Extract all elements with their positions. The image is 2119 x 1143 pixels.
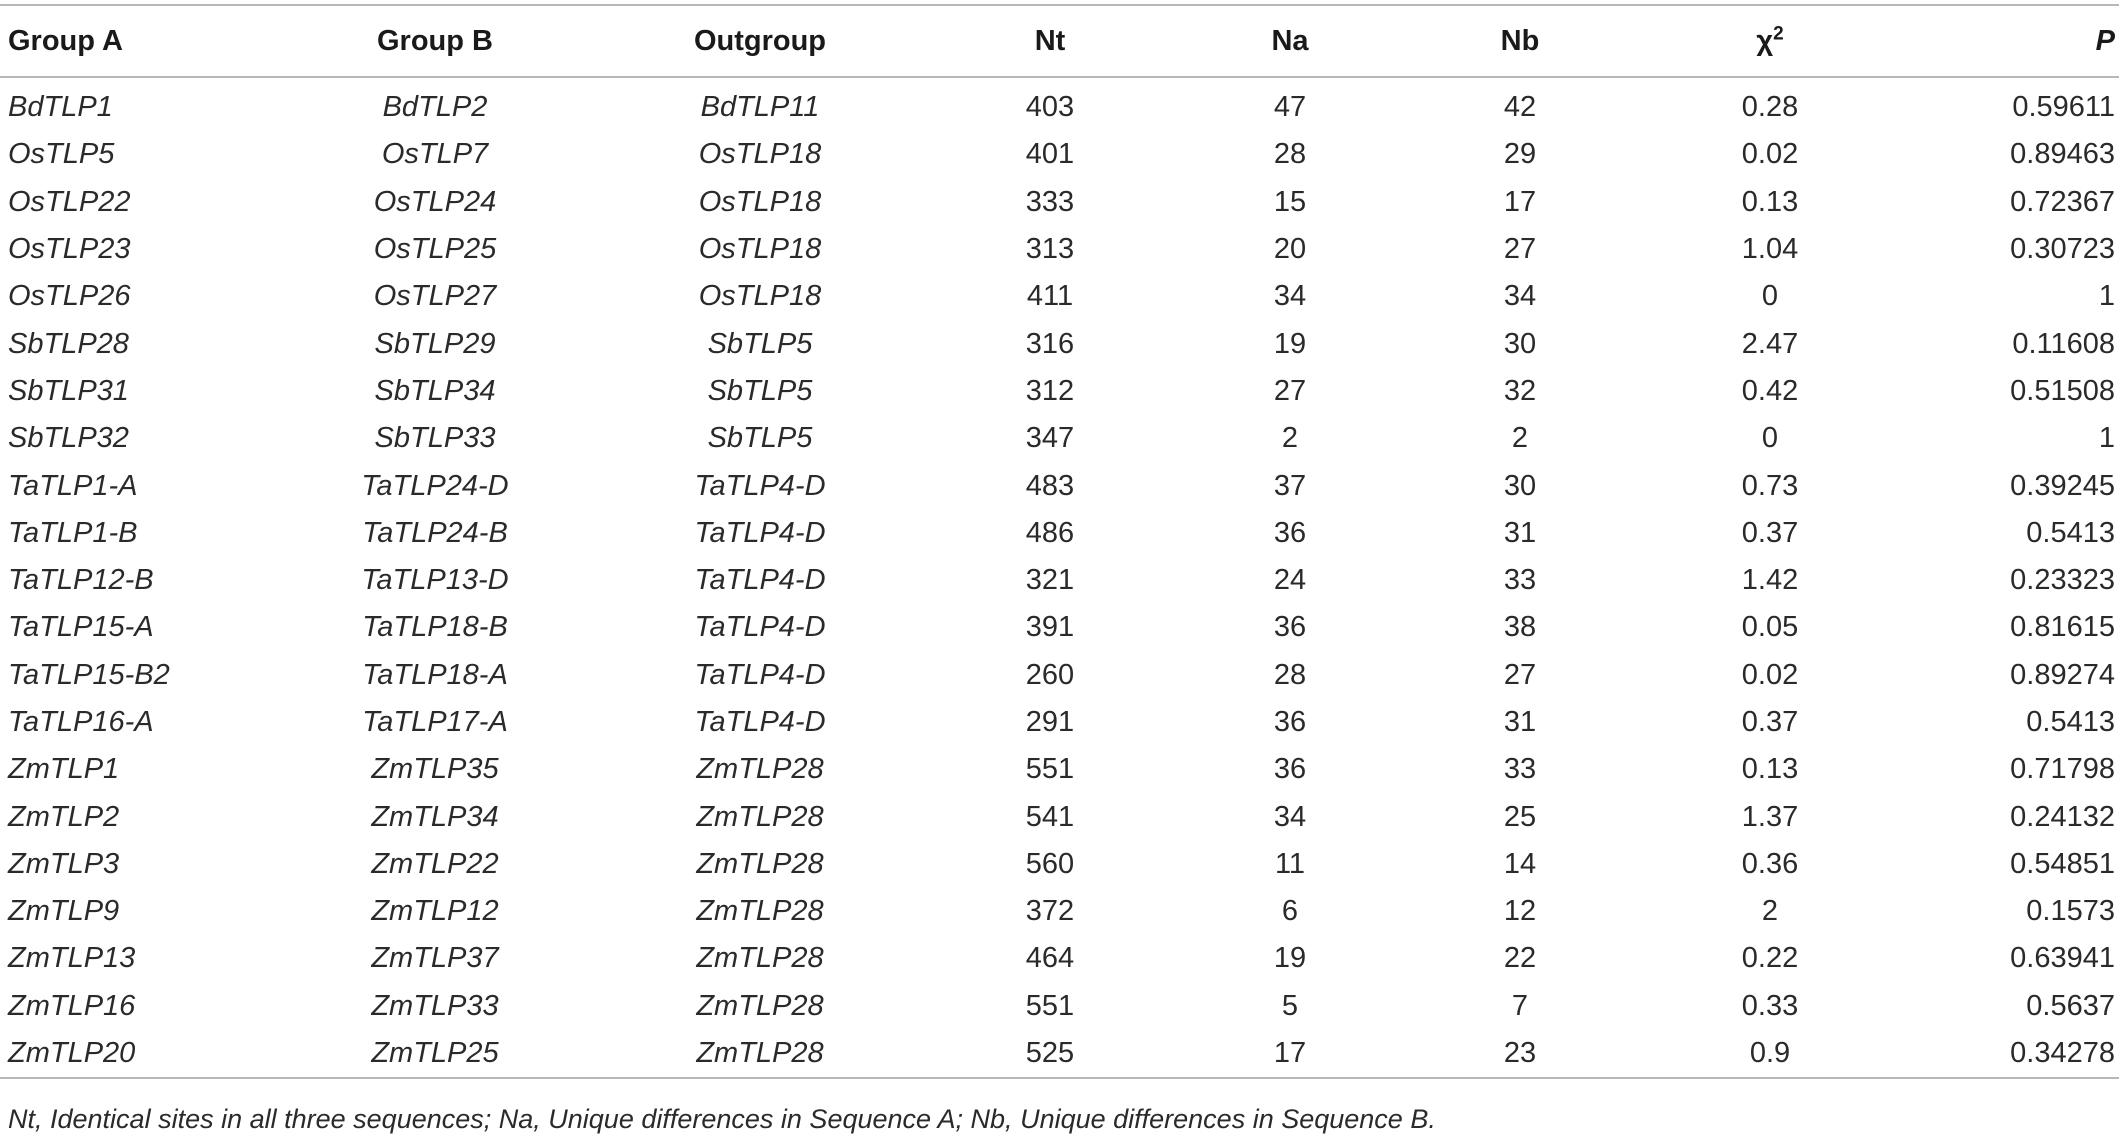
cell-outgroup: TaTLP4-D	[694, 516, 826, 549]
cell-nt: 411	[1026, 280, 1074, 313]
cell-outgroup: ZmTLP28	[696, 800, 824, 833]
cell-group-a: TaTLP1-B	[8, 516, 138, 549]
table-row	[0, 1030, 2119, 1078]
cell-group-b: TaTLP24-D	[361, 469, 509, 502]
cell-na: 6	[1281, 895, 1299, 928]
cell-nt: 541	[1025, 800, 1075, 833]
cell-nb: 30	[1503, 327, 1537, 360]
cell-na: 24	[1273, 564, 1307, 597]
cell-nt: 333	[1025, 185, 1075, 218]
table-header	[0, 5, 2119, 77]
table-body	[0, 77, 2119, 1078]
cell-nt: 525	[1025, 1037, 1075, 1070]
cell-p-value: 0.89463	[2010, 138, 2115, 171]
cell-na: 19	[1273, 942, 1307, 975]
cell-group-a: TaTLP15-B2	[8, 658, 170, 691]
cell-chi-square: 0	[1761, 422, 1779, 455]
cell-nt: 372	[1025, 895, 1075, 928]
cell-p-value: 0.1573	[2026, 895, 2115, 928]
cell-na: 20	[1273, 233, 1307, 266]
cell-chi-square: 0.02	[1741, 138, 1799, 171]
cell-outgroup: SbTLP5	[707, 422, 813, 455]
cell-chi-square: 0.37	[1741, 706, 1799, 738]
cell-nb: 42	[1503, 91, 1537, 124]
table-row	[0, 368, 2119, 415]
cell-outgroup: TaTLP4-D	[694, 706, 826, 738]
cell-nb: 33	[1503, 564, 1537, 597]
cell-na: 28	[1273, 138, 1307, 171]
cell-chi-square: 0	[1761, 280, 1779, 313]
table-row	[0, 226, 2119, 273]
cell-group-a: TaTLP16-A	[8, 706, 154, 738]
cell-chi-square: 2	[1761, 895, 1779, 928]
cell-outgroup: BdTLP11	[700, 91, 820, 124]
cell-group-b: ZmTLP12	[371, 895, 499, 928]
cell-group-a: OsTLP23	[8, 233, 131, 266]
cell-outgroup: ZmTLP28	[696, 753, 824, 786]
cell-na: 28	[1273, 658, 1307, 691]
cell-nb: 33	[1503, 753, 1537, 786]
cell-nt: 464	[1025, 942, 1075, 975]
cell-nt: 403	[1025, 91, 1075, 124]
cell-chi-square: 0.73	[1741, 469, 1799, 502]
table-row	[0, 935, 2119, 982]
cell-chi-square: 0.22	[1741, 942, 1799, 975]
table-row	[0, 131, 2119, 178]
cell-p-value: 0.5637	[2026, 989, 2115, 1022]
cell-group-a: TaTLP1-A	[8, 469, 138, 502]
table-row	[0, 462, 2119, 509]
cell-group-b: TaTLP13-D	[361, 564, 509, 597]
cell-group-a: TaTLP12-B	[8, 564, 154, 597]
cell-outgroup: ZmTLP28	[696, 895, 824, 928]
cell-group-b: TaTLP17-A	[362, 706, 508, 738]
cell-nt: 483	[1025, 469, 1075, 502]
cell-chi-square: 1.37	[1741, 800, 1799, 833]
cell-chi-square: 0.37	[1741, 516, 1799, 549]
cell-p-value: 0.34278	[2010, 1037, 2115, 1070]
cell-chi-square: 0.13	[1741, 185, 1799, 218]
cell-na: 37	[1273, 469, 1307, 502]
cell-nt: 486	[1025, 516, 1075, 549]
cell-na: 17	[1273, 1037, 1307, 1070]
cell-outgroup: OsTLP18	[698, 280, 822, 313]
table-footnote: Nt, Identical sites in all three sequences; Na, Unique differences in Sequence A; Nb, Unique differences in Sequence B.	[8, 1104, 1436, 1134]
cell-group-a: ZmTLP9	[8, 895, 120, 928]
table-row	[0, 510, 2119, 557]
cell-na: 47	[1273, 91, 1307, 124]
cell-group-a: OsTLP22	[8, 185, 131, 218]
cell-group-a: OsTLP5	[8, 138, 115, 171]
cell-group-a: ZmTLP20	[8, 1037, 136, 1070]
cell-chi-square: 1.42	[1741, 564, 1799, 597]
table-row	[0, 557, 2119, 604]
cell-group-a: SbTLP31	[8, 374, 129, 407]
cell-na: 36	[1273, 706, 1307, 738]
table-row	[0, 793, 2119, 840]
cell-group-b: OsTLP7	[381, 138, 489, 171]
cell-group-b: ZmTLP37	[371, 942, 499, 975]
cell-p-value: 0.39245	[2010, 469, 2115, 502]
cell-group-a: ZmTLP1	[8, 753, 120, 786]
cell-na: 19	[1273, 327, 1307, 360]
cell-p-value: 0.5413	[2026, 516, 2115, 549]
cell-p-value: 0.51508	[2010, 374, 2115, 407]
cell-nb: 38	[1503, 611, 1537, 644]
cell-group-b: ZmTLP22	[371, 847, 499, 880]
cell-group-b: OsTLP25	[373, 233, 497, 266]
cell-nb: 23	[1503, 1037, 1537, 1070]
header-nt: Nt	[1034, 24, 1066, 57]
cell-chi-square: 0.05	[1741, 611, 1799, 644]
cell-nb: 27	[1503, 233, 1537, 266]
cell-outgroup: OsTLP18	[698, 138, 822, 171]
cell-p-value: 0.59611	[2012, 91, 2115, 124]
cell-nb: 31	[1503, 706, 1537, 738]
cell-chi-square: 0.9	[1749, 1037, 1791, 1070]
cell-nt: 401	[1025, 138, 1075, 171]
cell-group-a: ZmTLP3	[8, 847, 120, 880]
header-group-b: Group B	[377, 24, 493, 57]
cell-group-b: TaTLP18-B	[362, 611, 508, 644]
cell-nt: 551	[1025, 753, 1075, 786]
cell-na: 15	[1273, 185, 1307, 218]
cell-group-b: OsTLP24	[373, 185, 497, 218]
cell-group-b: TaTLP24-B	[362, 516, 508, 549]
table-row	[0, 179, 2119, 226]
cell-group-b: ZmTLP35	[371, 753, 499, 786]
cell-chi-square: 2.47	[1741, 327, 1799, 360]
cell-outgroup: ZmTLP28	[696, 942, 824, 975]
cell-outgroup: OsTLP18	[698, 233, 822, 266]
cell-nt: 291	[1025, 706, 1075, 738]
cell-nb: 32	[1503, 374, 1537, 407]
cell-group-b: SbTLP33	[374, 422, 496, 455]
cell-nt: 391	[1025, 611, 1075, 644]
table-row	[0, 415, 2119, 462]
cell-p-value: 0.24132	[2010, 800, 2115, 833]
cell-nb: 2	[1511, 422, 1529, 455]
cell-outgroup: TaTLP4-D	[694, 658, 826, 691]
cell-group-a: ZmTLP16	[8, 989, 136, 1022]
cell-na: 11	[1274, 847, 1306, 880]
cell-outgroup: ZmTLP28	[696, 989, 824, 1022]
cell-group-a: SbTLP28	[8, 327, 129, 360]
cell-na: 27	[1273, 374, 1307, 407]
cell-chi-square: 0.13	[1741, 753, 1799, 786]
header-row	[0, 5, 2119, 77]
cell-p-value: 0.54851	[2010, 847, 2115, 880]
cell-outgroup: TaTLP4-D	[694, 469, 826, 502]
table-row	[0, 983, 2119, 1030]
cell-nb: 14	[1503, 847, 1537, 880]
cell-group-b: BdTLP2	[382, 91, 488, 124]
header-p-value: P	[2095, 24, 2115, 57]
table-row	[0, 652, 2119, 699]
table-row	[0, 77, 2119, 131]
cell-chi-square: 0.28	[1741, 91, 1799, 124]
cell-na: 5	[1281, 989, 1299, 1022]
table-row	[0, 273, 2119, 320]
cell-nb: 25	[1503, 800, 1537, 833]
tajima-test-table-container	[0, 4, 2119, 1079]
cell-group-a: ZmTLP2	[8, 800, 120, 833]
cell-nt: 551	[1025, 989, 1075, 1022]
cell-na: 2	[1281, 422, 1299, 455]
header-chi-symbol: χ	[1756, 24, 1774, 57]
table-row	[0, 604, 2119, 651]
cell-outgroup: SbTLP5	[707, 327, 813, 360]
cell-na: 36	[1273, 611, 1307, 644]
cell-nt: 312	[1025, 374, 1075, 407]
cell-group-b: OsTLP27	[373, 280, 497, 313]
header-group-a: Group A	[8, 24, 123, 57]
cell-nb: 17	[1503, 185, 1537, 218]
table-row	[0, 841, 2119, 888]
cell-group-a: ZmTLP13	[8, 942, 136, 975]
cell-p-value: 0.89274	[2010, 658, 2115, 691]
cell-group-b: TaTLP18-A	[362, 658, 508, 691]
cell-nb: 7	[1511, 989, 1529, 1022]
cell-p-value: 0.72367	[2010, 185, 2115, 218]
cell-nb: 12	[1503, 895, 1537, 928]
header-chi-square	[1640, 5, 1900, 77]
cell-nb: 34	[1503, 280, 1537, 313]
cell-p-value: 0.5413	[2026, 706, 2115, 738]
table-row	[0, 888, 2119, 935]
cell-group-a: OsTLP26	[8, 280, 131, 313]
cell-p-value: 1	[2098, 422, 2115, 455]
cell-group-b: SbTLP34	[374, 374, 496, 407]
cell-p-value: 0.11608	[2012, 327, 2115, 360]
cell-p-value: 0.71798	[2010, 753, 2115, 786]
cell-p-value: 1	[2098, 280, 2115, 313]
cell-group-b: ZmTLP34	[371, 800, 499, 833]
cell-group-a: BdTLP1	[8, 91, 113, 124]
cell-nt: 321	[1025, 564, 1075, 597]
cell-outgroup: OsTLP18	[698, 185, 822, 218]
header-na: Na	[1271, 24, 1309, 57]
cell-outgroup: TaTLP4-D	[694, 564, 826, 597]
cell-chi-square: 0.36	[1741, 847, 1799, 880]
header-chi-superscript: 2	[1773, 22, 1784, 44]
cell-p-value: 0.81615	[2010, 611, 2115, 644]
table-row	[0, 320, 2119, 367]
cell-nb: 27	[1503, 658, 1537, 691]
tajima-test-table	[0, 4, 2119, 1079]
cell-outgroup: ZmTLP28	[696, 1037, 824, 1070]
cell-nt: 316	[1025, 327, 1075, 360]
cell-nb: 31	[1503, 516, 1537, 549]
cell-group-a: TaTLP15-A	[8, 611, 154, 644]
cell-nt: 560	[1025, 847, 1075, 880]
cell-outgroup: ZmTLP28	[696, 847, 824, 880]
cell-na: 34	[1273, 800, 1307, 833]
header-outgroup: Outgroup	[693, 24, 827, 57]
cell-nb: 30	[1503, 469, 1537, 502]
cell-outgroup: TaTLP4-D	[694, 611, 826, 644]
cell-group-b: SbTLP29	[374, 327, 496, 360]
header-nb: Nb	[1500, 24, 1540, 57]
cell-chi-square: 0.02	[1741, 658, 1799, 691]
table-row	[0, 746, 2119, 793]
cell-group-a: SbTLP32	[8, 422, 129, 455]
cell-chi-square: 1.04	[1741, 233, 1799, 266]
cell-nt: 347	[1025, 422, 1075, 455]
cell-na: 36	[1273, 516, 1307, 549]
cell-nt: 260	[1025, 658, 1075, 691]
cell-nb: 22	[1503, 942, 1537, 975]
cell-na: 36	[1273, 753, 1307, 786]
cell-p-value: 0.23323	[2010, 564, 2115, 597]
cell-nb: 29	[1503, 138, 1537, 171]
cell-nt: 313	[1025, 233, 1075, 266]
table-row	[0, 699, 2119, 746]
cell-outgroup: SbTLP5	[707, 374, 813, 407]
cell-chi-square: 0.33	[1741, 989, 1799, 1022]
cell-group-b: ZmTLP33	[371, 989, 499, 1022]
cell-group-b: ZmTLP25	[371, 1037, 499, 1070]
cell-p-value: 0.30723	[2010, 233, 2115, 266]
cell-chi-square: 0.42	[1741, 374, 1799, 407]
cell-na: 34	[1273, 280, 1307, 313]
cell-p-value: 0.63941	[2010, 942, 2115, 975]
